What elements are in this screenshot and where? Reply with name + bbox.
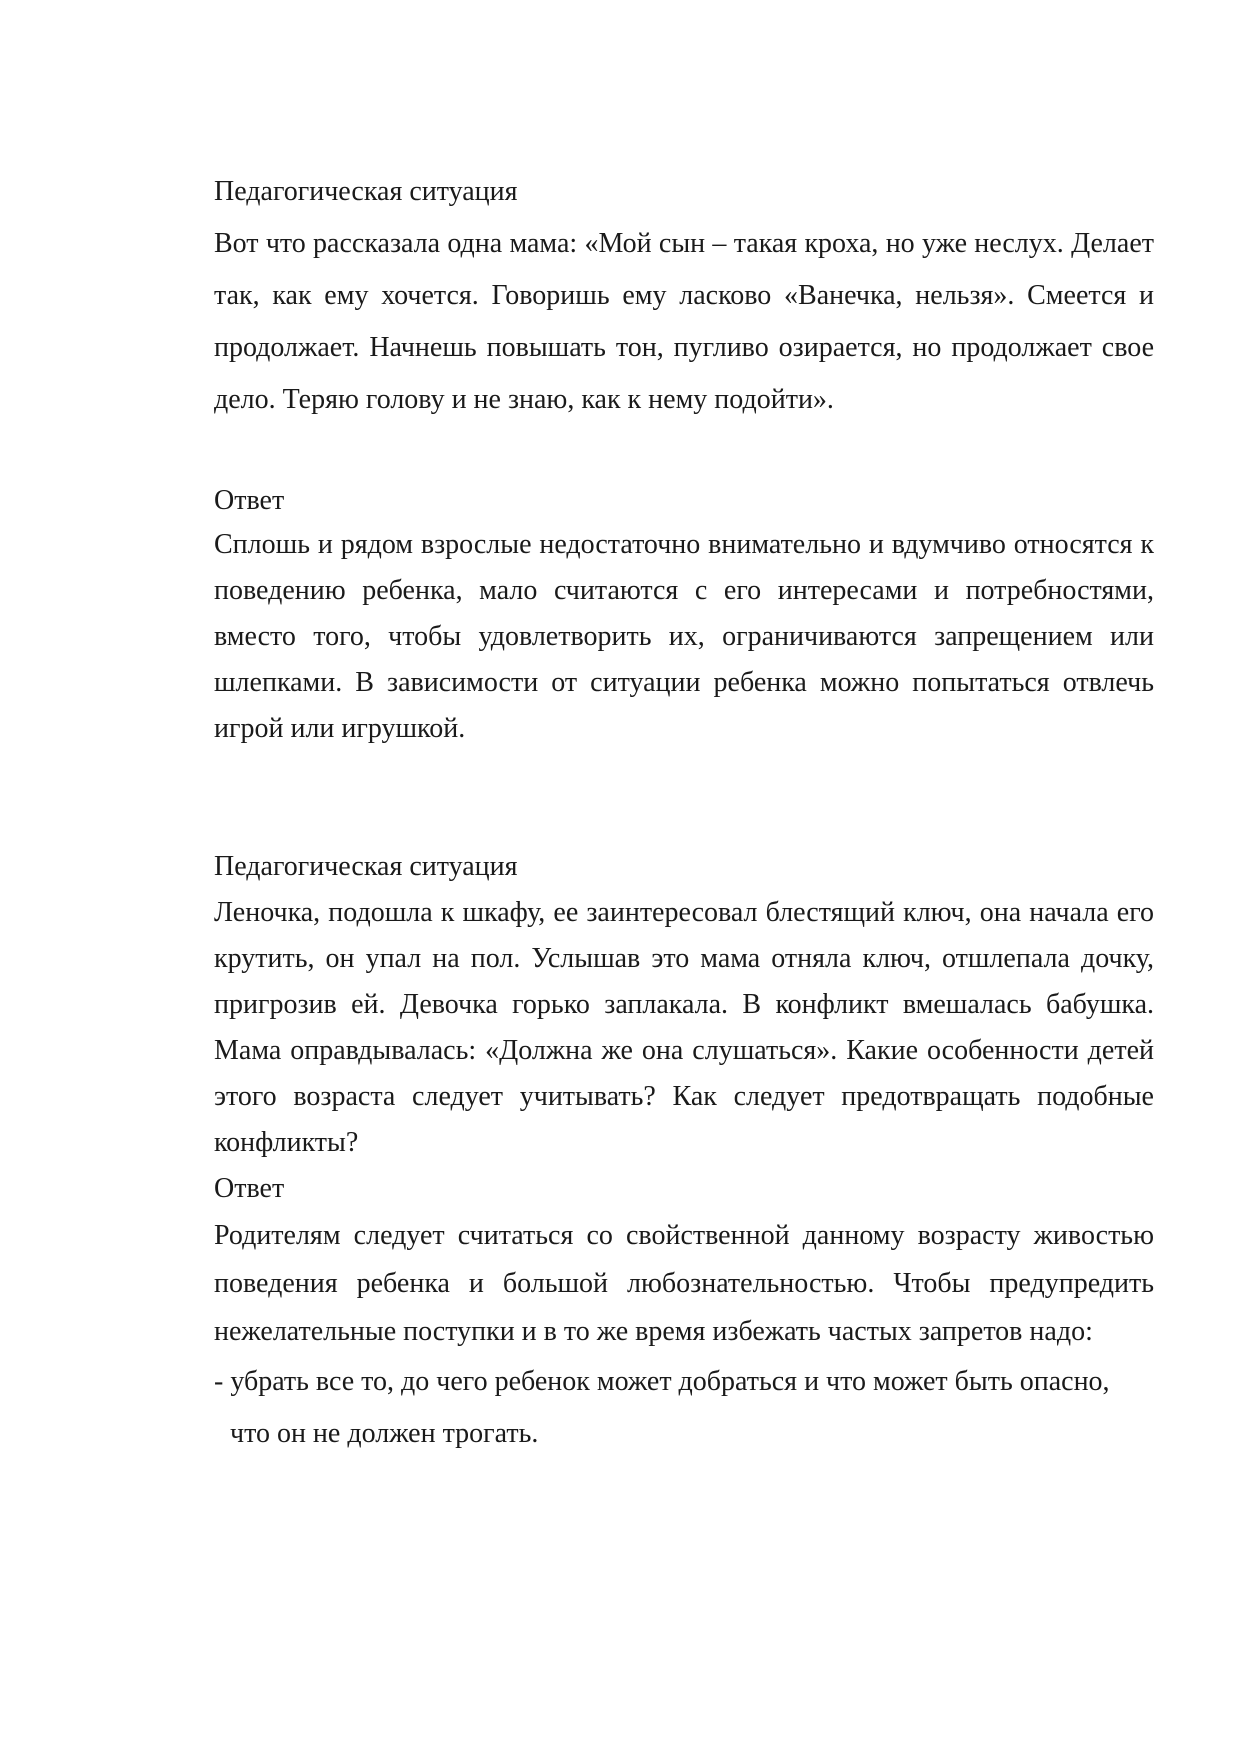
spacer [214,752,1154,844]
situation-2-heading: Педагогическая ситуация [214,851,518,882]
answer-2-bullet: - убрать все то, до чего ребенок может добраться и что может быть опасно, что он не должен трогать. [214,1366,1110,1449]
situation-1-heading: Педагогическая ситуация [214,176,518,207]
spacer [214,426,1154,480]
answer-1-heading: Ответ [214,485,285,516]
document-body [214,166,1154,1460]
answer-2-heading: Ответ [214,1173,285,1204]
answer-1-text: Сплошь и рядом взрослые недостаточно внимательно и вдумчиво относятся к поведению ребенка, мало считаются с его интересами и потребностями, вместо того, чтобы удовлетворить их, ограничиваются запрещением или шлепками. В зависимости от ситуации ребенка можно попытаться отвлечь игрой или игрушкой. [214,529,1154,744]
answer-2-text: Родителям следует считаться со свойственной данному возрасту живостью поведения ребенка и большой любознательностью. Чтобы предупредить нежелательные поступки и в то же время избежать частых запретов надо: [214,1220,1154,1347]
situation-1-text: Вот что рассказала одна мама: «Мой сын – такая кроха, но уже неслух. Делает так, как ему хочется. Говоришь ему ласково «Ванечка, нельзя». Смеется и продолжает. Начнешь повышать тон, пугливо озирается, но продолжает свое дело. Теряю голову и не знаю, как к нему подойти». [214,228,1154,415]
situation-2-text: Леночка, подошла к шкафу, ее заинтересовал блестящий ключ, она начала его крутить, он упал на пол. Услышав это мама отняла ключ, отшлепала дочку, пригрозив ей. Девочка горько заплакала. В конфликт вмешалась бабушка. Мама оправдывалась: «Должна же она слушаться». Какие особенности детей этого возраста следует учитывать? Как следует предотвращать подобные конфликты? [214,897,1154,1158]
